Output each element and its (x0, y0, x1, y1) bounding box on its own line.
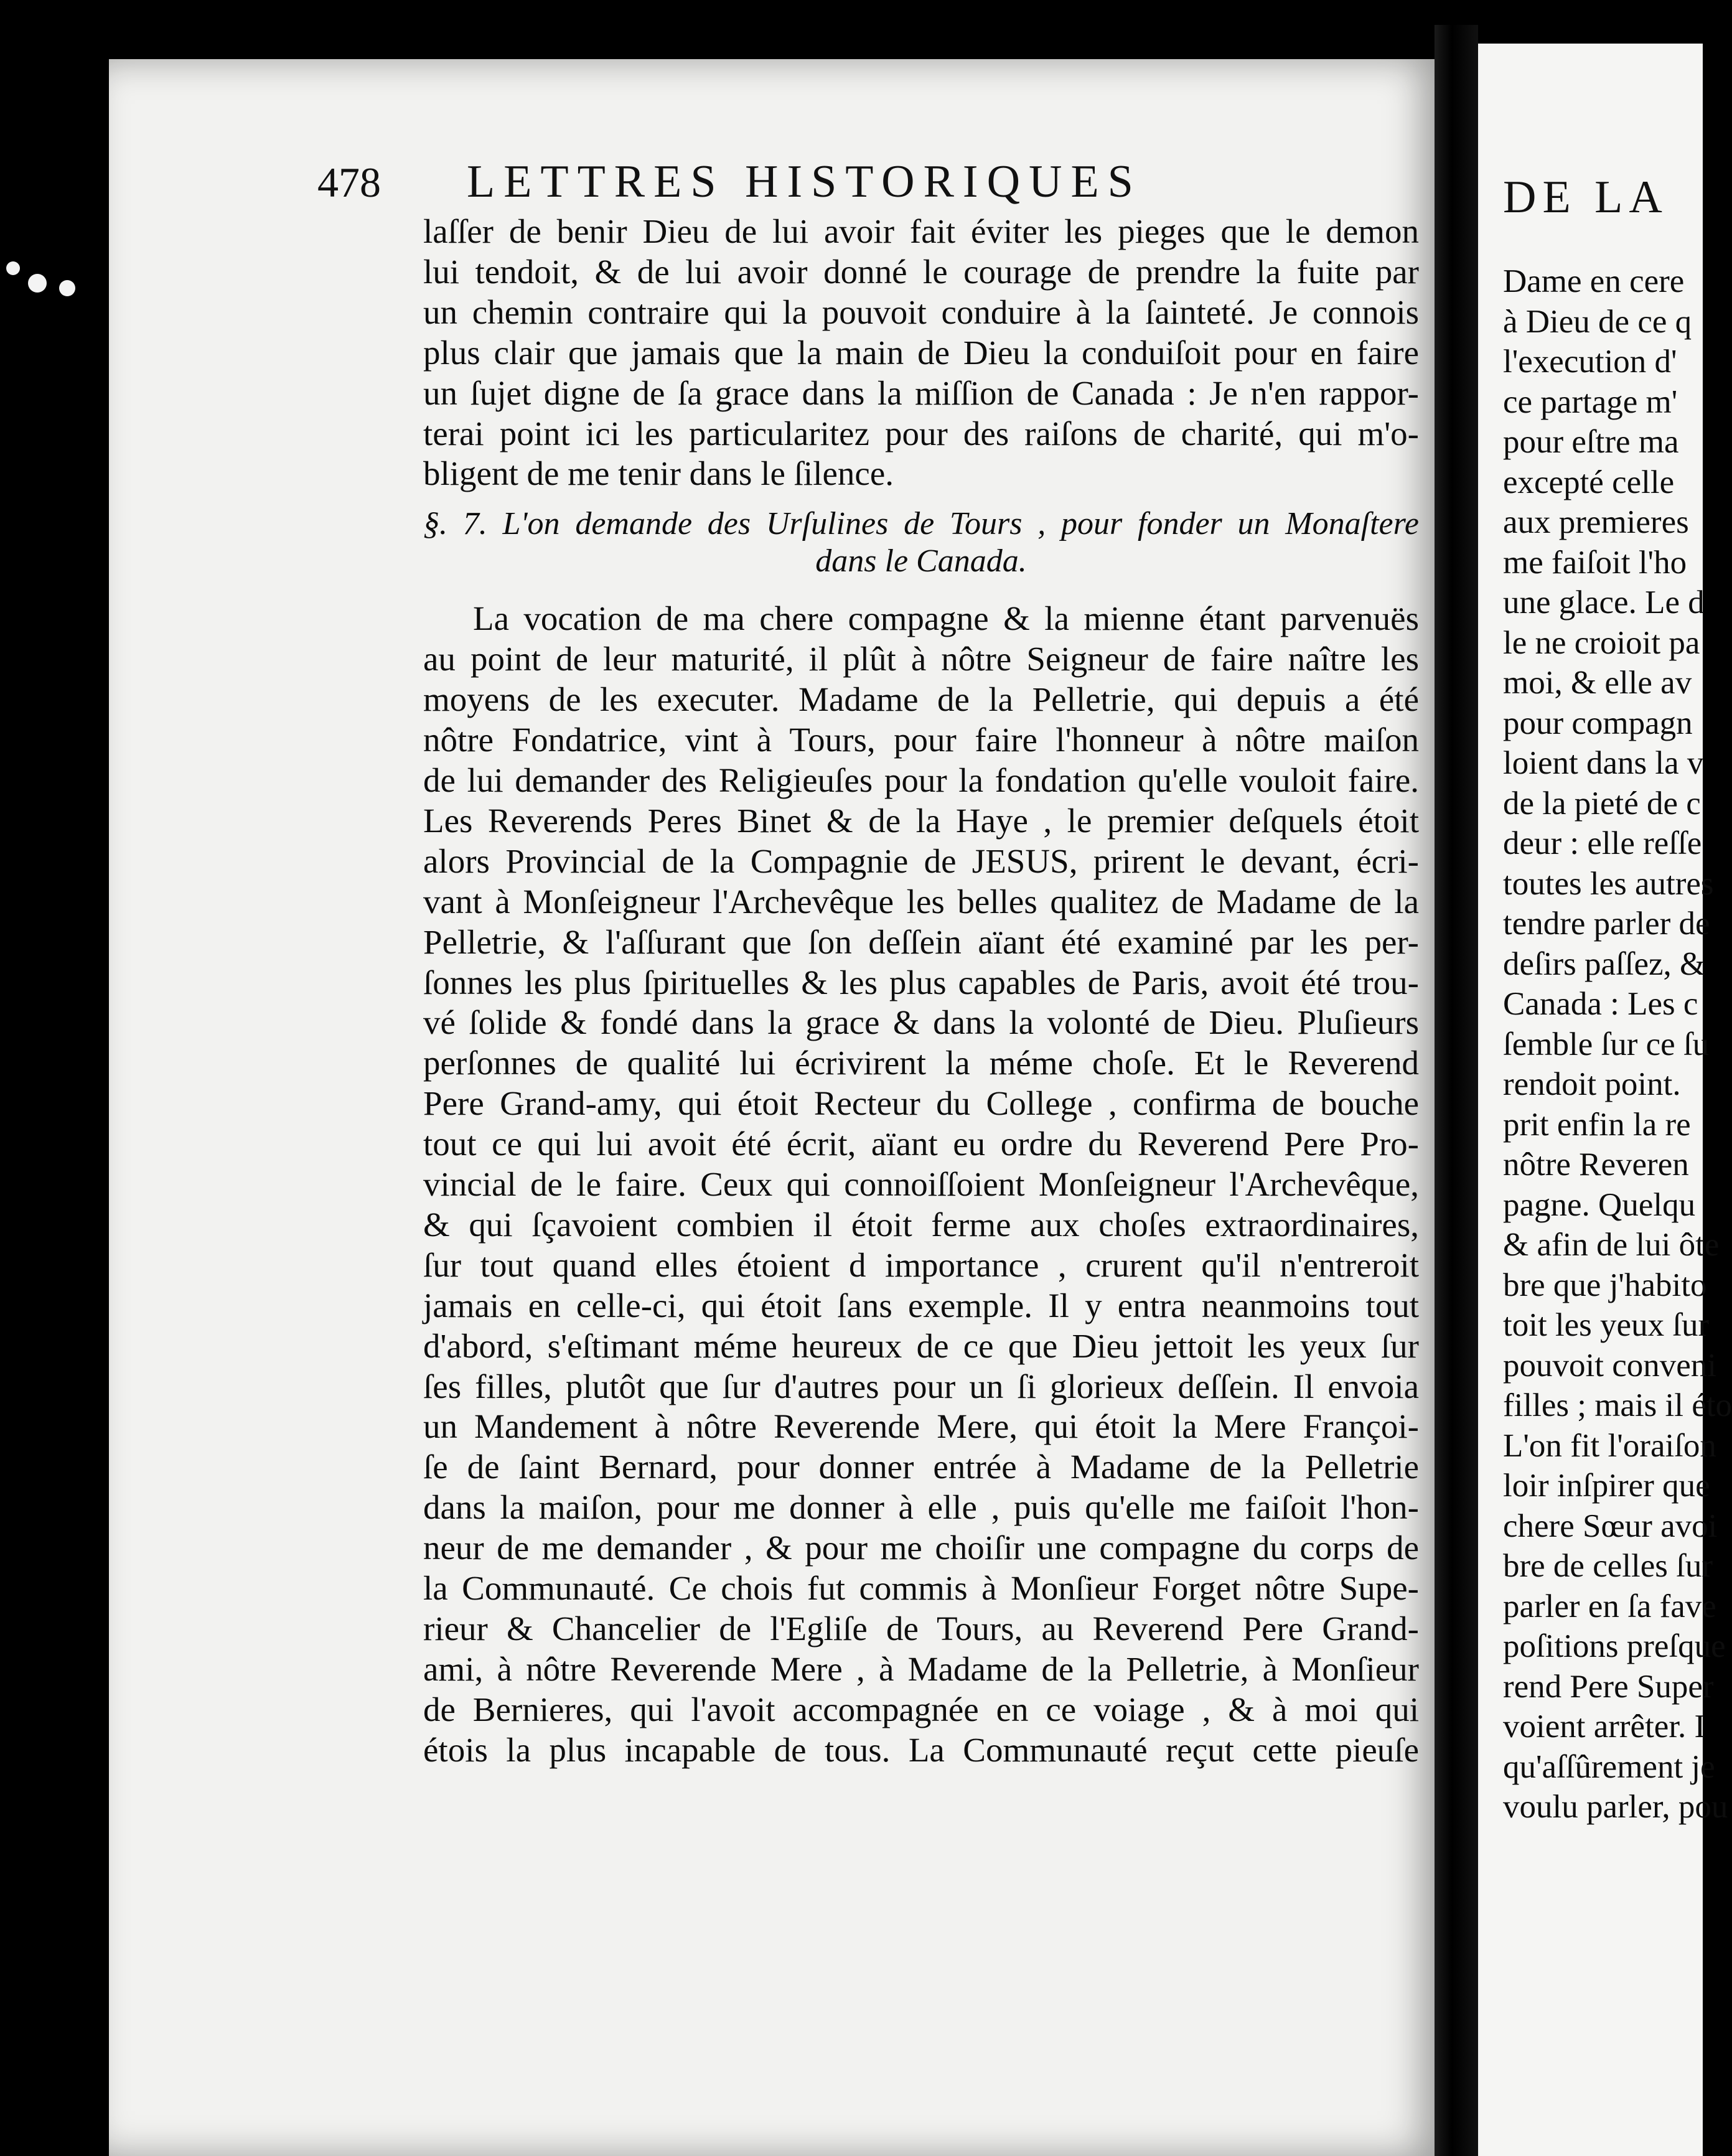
text-line: terai point ici les particularitez pour des raiſons de charité, qui m'o- (423, 414, 1419, 452)
text-line: pour eſtre ma (1503, 424, 1679, 460)
text-line: ſes filles, plutôt que ſur d'autres pour un ſi glorieux deſſein. Il envoia (423, 1367, 1419, 1405)
text-line: ſur tout quand elles étoient d importance , crurent qu'il n'entreroit (423, 1245, 1419, 1284)
text-line: filles ; mais il éto (1503, 1387, 1732, 1423)
text-line: vincial de le faire. Ceux qui connoiſſoient Monſeigneur l'Archevêque, (423, 1165, 1419, 1204)
page-number: 478 (317, 159, 381, 206)
left-page-body (423, 212, 1419, 1771)
text-line: nôtre Fondatrice, vint à Tours, pour faire l'honneur à nôtre maiſon (423, 721, 1419, 759)
text-line: jamais en celle-ci, qui étoit ſans exemple. Il y entra neanmoins tout (423, 1286, 1419, 1324)
section-heading-line: §. 7. L'on demande des Urſulines de Tours , pour fonder un Monaſtere (423, 506, 1419, 542)
text-line: & afin de lui ôte (1503, 1227, 1720, 1263)
text-line: ſemble ſur ce ſu (1503, 1026, 1710, 1062)
text-line: un ſujet digne de ſa grace dans la miſſion de Canada : Je n'en rappor- (423, 373, 1419, 412)
text-line: & qui ſçavoient combien il étoit ferme aux choſes extraordinaires, (423, 1205, 1419, 1244)
text-line: de Bernieres, qui l'avoit accompagnée en ce voiage , & à moi qui (423, 1690, 1419, 1728)
text-line: pour compagn (1503, 705, 1693, 741)
text-line: deur : elle reſſe (1503, 825, 1702, 861)
scan-speck (6, 261, 20, 275)
text-line: étois la plus incapable de tous. La Communauté reçut cette pieuſe (423, 1730, 1419, 1769)
text-line: ſe de ſaint Bernard, pour donner entrée à Madame de la Pelletrie (423, 1448, 1419, 1486)
section-heading (423, 505, 1419, 580)
text-line: prit enfin la re (1503, 1106, 1691, 1143)
scan-speck (59, 280, 75, 296)
text-line: L'on fit l'oraiſon (1503, 1427, 1716, 1464)
text-line: rieur & Chancelier de l'Egliſe de Tours, au Reverend Pere Grand- (423, 1610, 1419, 1647)
text-line: qu'aſſûrement je (1503, 1748, 1715, 1785)
text-line: vé ſolide & fondé dans la grace & dans la volonté de Dieu. Pluſieurs (423, 1003, 1419, 1042)
text-line: bre de celles ſur (1503, 1548, 1713, 1584)
text-line: dans la maiſon, pour me donner à elle , puis qu'elle me faiſoit l'hon- (423, 1488, 1419, 1527)
text-line: me faiſoit l'ho (1503, 544, 1687, 581)
section-heading-line: dans le Canada. (815, 543, 1027, 579)
text-line: la Communauté. Ce chois fut commis à Monſieur Forget nôtre Supe- (423, 1569, 1419, 1608)
text-line: au point de leur maturité, il plût à nôtre Seigneur de faire naître les (423, 640, 1419, 678)
text-line: deſirs paſſez, & (1503, 945, 1706, 982)
text-line: tendre parler de (1503, 906, 1710, 942)
text-line: loir inſpirer que (1503, 1468, 1710, 1504)
text-line: loient dans la v (1503, 745, 1704, 781)
text-line: aux premieres (1503, 504, 1689, 540)
text-line: pagne. Quelqu (1503, 1186, 1696, 1223)
text-line: nôtre Reveren (1503, 1146, 1689, 1183)
text-line: rendoit point. (1503, 1066, 1681, 1102)
text-line: ami, à nôtre Reverende Mere , à Madame de la Pelletrie, à Monſieur (423, 1649, 1419, 1688)
text-line: de la pieté de c (1503, 785, 1701, 822)
text-line: Pere Grand-amy, qui étoit Recteur du College , confirma de bouche (423, 1084, 1419, 1123)
text-line: Les Reverends Peres Binet & de la Haye , le premier deſquels étoit (423, 801, 1419, 840)
text-line: parler en ſa fave (1503, 1588, 1716, 1624)
text-line: de lui demander des Religieuſes pour la fondation qu'elle vouloit faire. (423, 761, 1419, 799)
text-line: excepté celle (1503, 464, 1675, 500)
text-line: Dame en cere (1503, 263, 1685, 299)
text-line: Canada : Les c (1503, 986, 1698, 1022)
text-line: moi, & elle av (1503, 665, 1692, 701)
text-line: laſſer de benir Dieu de lui avoir fait éviter les pieges que le demon (423, 212, 1419, 250)
text-line: à Dieu de ce q (1503, 303, 1692, 340)
text-line: une glace. Le d (1503, 584, 1705, 621)
right-page (1478, 44, 1732, 2156)
text-line: Pelletrie, & l'aſſurant que ſon deſſein aïant été examiné par les per- (423, 922, 1419, 961)
text-line: voulu parler, pou (1503, 1789, 1728, 1825)
text-line: ſonnes les plus ſpirituelles & les plus capables de Paris, avoit été trou- (423, 963, 1419, 1001)
text-line: perſonnes de qualité lui écrivirent la méme choſe. Et le Reverend (423, 1044, 1419, 1082)
scan-border-left (0, 0, 109, 2156)
text-line: vant à Monſeigneur l'Archevêque les belles qualitez de Madame de la (423, 882, 1419, 921)
book-gutter (1435, 25, 1478, 2156)
text-line: La vocation de ma chere compagne & la mienne étant parvenuës (473, 599, 1419, 638)
text-line: neur de me demander , & pour me choiſir une compagne du corps de (423, 1529, 1419, 1567)
text-line: l'execution d' (1503, 344, 1677, 380)
text-line: rend Pere Super (1503, 1668, 1714, 1705)
text-line: toit les yeux ſur (1503, 1307, 1710, 1343)
text-line: alors Provincial de la Compagnie de JESUS, prirent le devant, écri- (423, 841, 1419, 880)
right-page-body (1503, 261, 1732, 1827)
text-line: tout ce qui lui avoit été écrit, aïant eu ordre du Reverend Pere Pro- (423, 1125, 1419, 1163)
text-line: moyens de les executer. Madame de la Pelletrie, qui depuis a été (423, 680, 1419, 719)
text-line: toutes les autres (1503, 865, 1714, 902)
text-line: d'abord, s'eſtimant méme heureux de ce que Dieu jettoit les yeux ſur (423, 1326, 1419, 1365)
text-line: un Mandement à nôtre Reverende Mere, qui étoit la Mere Françoi- (423, 1407, 1419, 1446)
text-line: bligent de me tenir dans le ſilence. (423, 454, 894, 493)
text-line: chere Sœur avoi (1503, 1507, 1718, 1544)
text-line: le ne croioit pa (1503, 624, 1700, 661)
text-line: pouvoit conveni (1503, 1347, 1716, 1384)
scan-speck (28, 274, 47, 293)
text-line: ce partage m' (1503, 383, 1678, 420)
right-running-head: DE LA (1503, 172, 1669, 223)
text-line: voient arrêter. I (1503, 1708, 1706, 1745)
text-line: lui tendoit, & de lui avoir donné le courage de prendre la fuite par (423, 252, 1419, 291)
text-line: poſitions preſque (1503, 1628, 1726, 1664)
text-line: plus clair que jamais que la main de Dieu la conduiſoit pour en faire (423, 333, 1419, 372)
text-line: bre que j'habito (1503, 1267, 1707, 1303)
text-line: un chemin contraire qui la pouvoit conduire à la ſainteté. Je connois (423, 293, 1419, 331)
running-head: LETTRES HISTORIQUES (467, 156, 1142, 207)
